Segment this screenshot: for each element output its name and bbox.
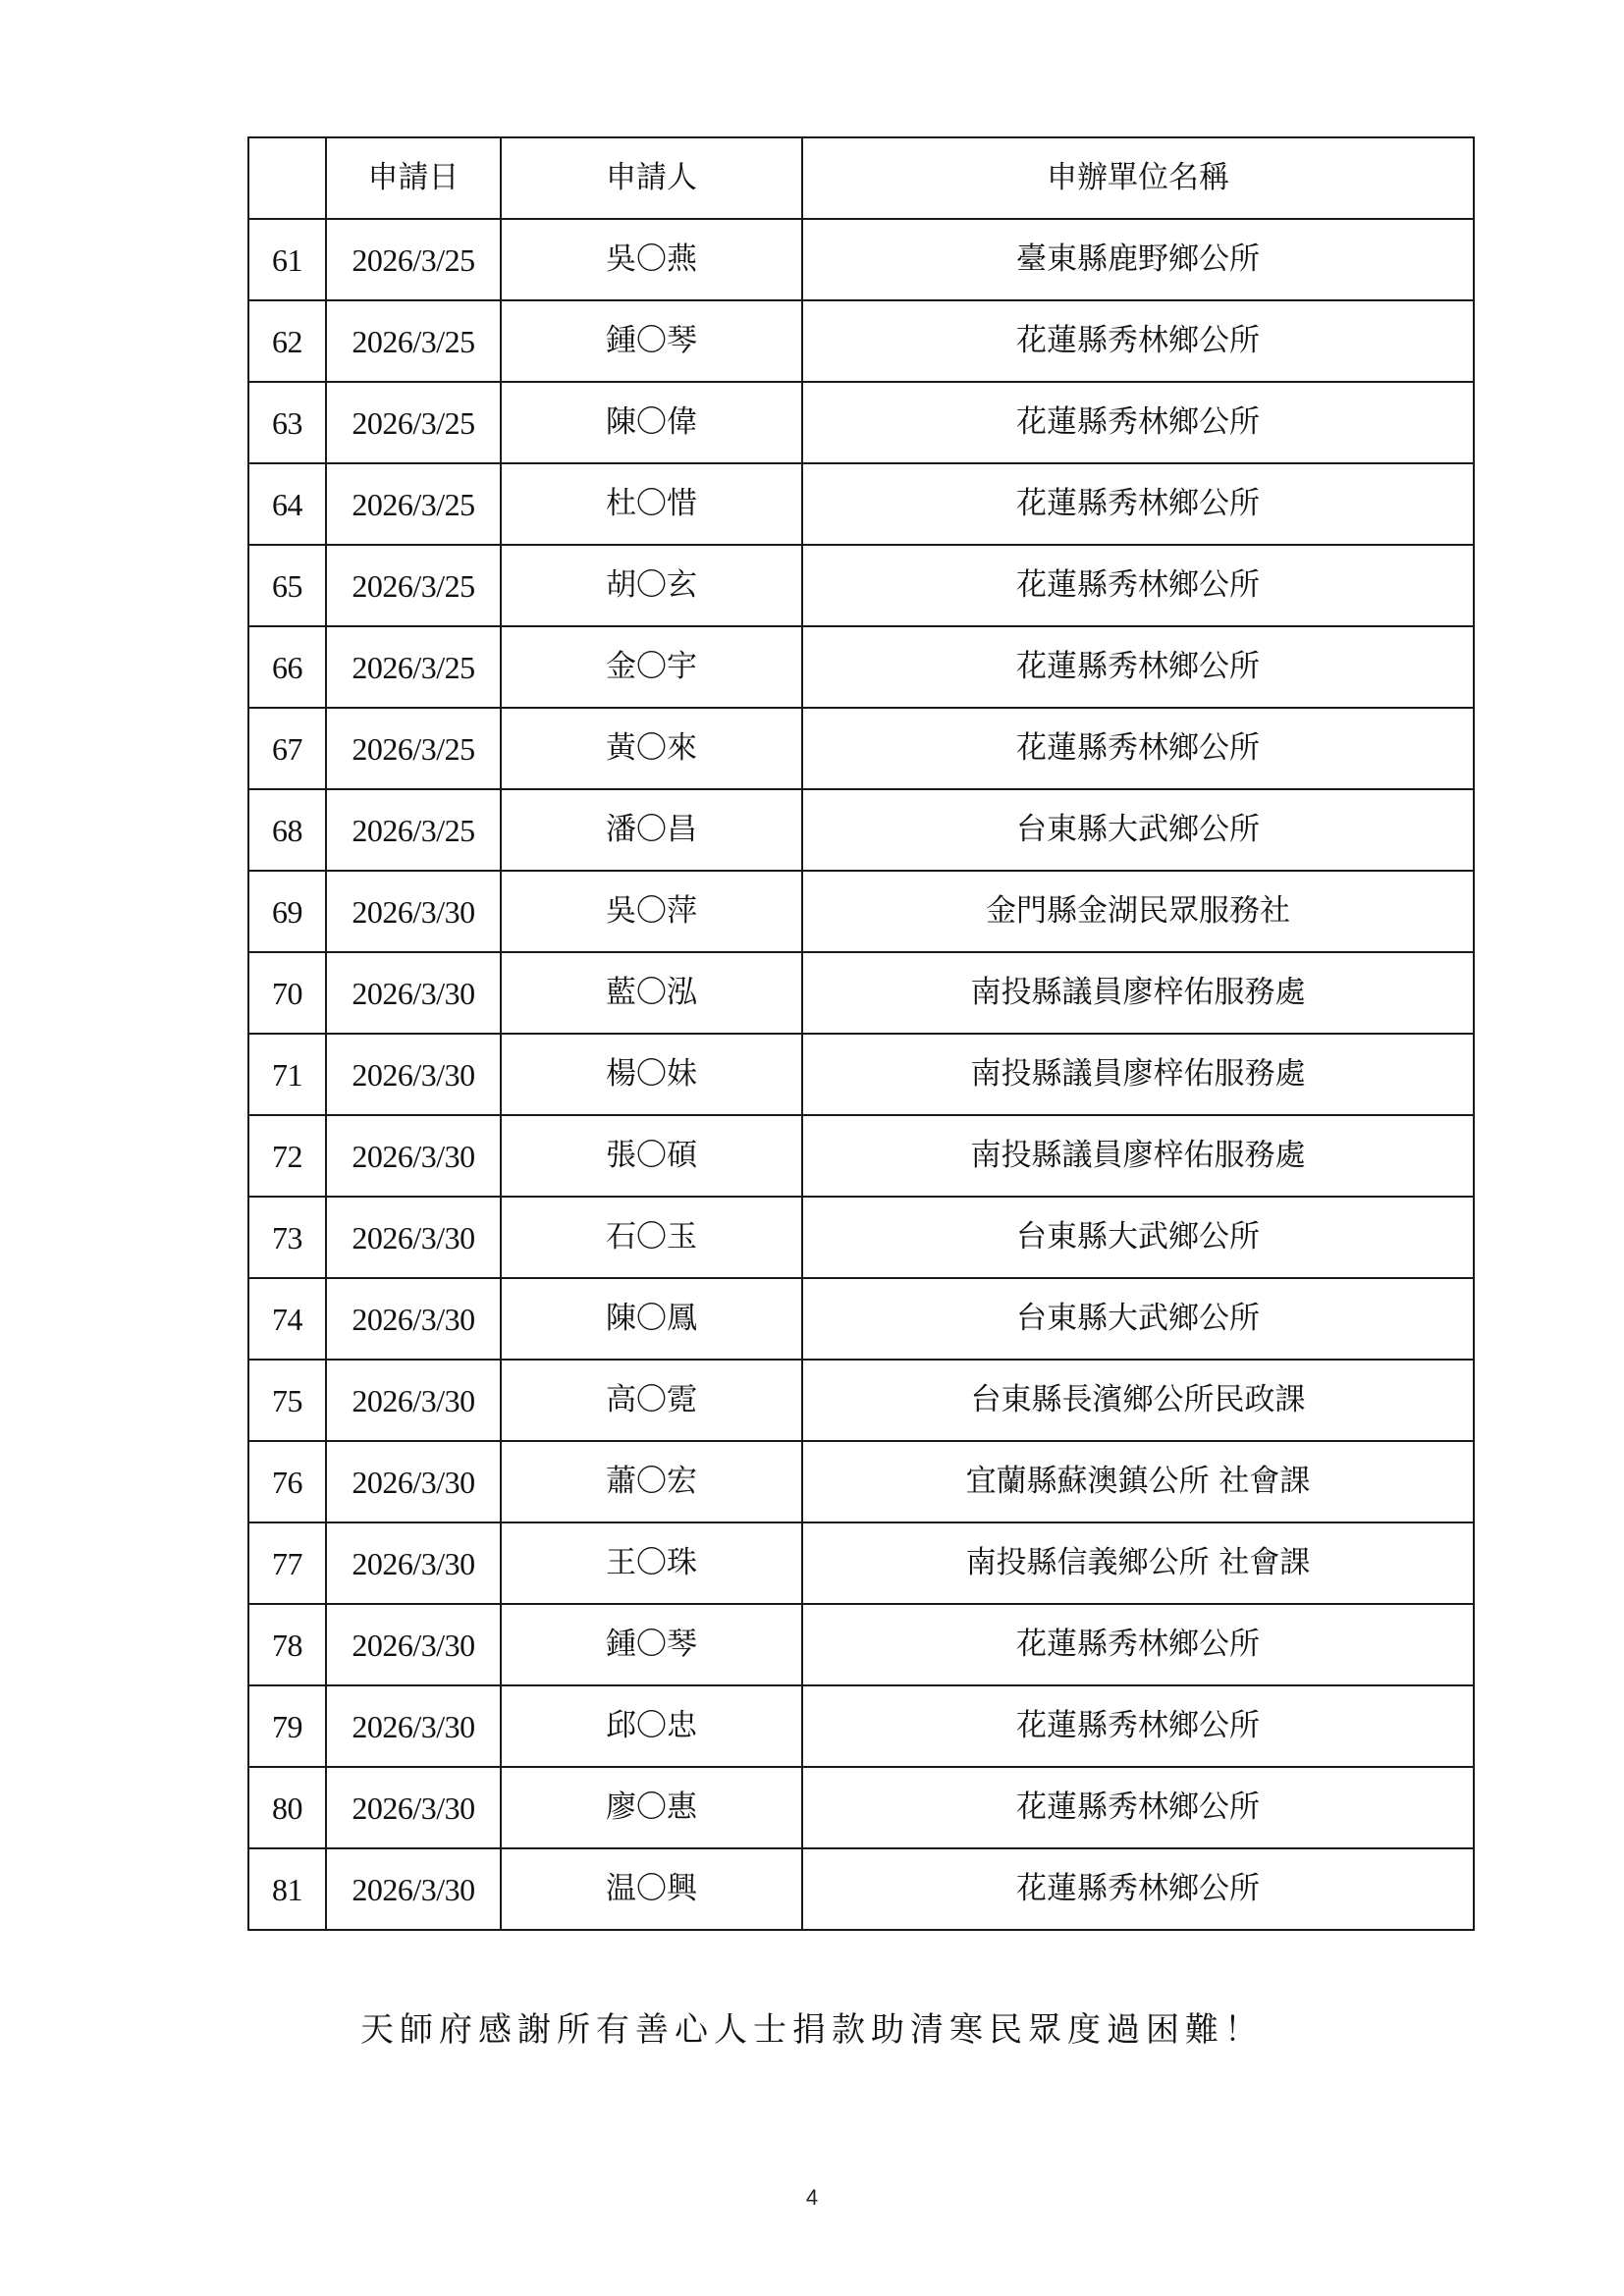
- header-application-date: 申請日: [326, 137, 501, 219]
- header-row: [248, 137, 1474, 219]
- cell-unit-name: 台東縣大武鄉公所: [802, 1197, 1474, 1278]
- cell-application-date: 2026/3/25: [326, 219, 501, 300]
- table-row: [248, 1522, 1474, 1604]
- cell-applicant: 石〇玉: [501, 1197, 802, 1278]
- cell-applicant: 金〇宇: [501, 626, 802, 708]
- cell-number: 66: [248, 626, 326, 708]
- cell-applicant: 張〇碩: [501, 1115, 802, 1197]
- cell-number: 65: [248, 545, 326, 626]
- cell-number: 72: [248, 1115, 326, 1197]
- cell-application-date: 2026/3/25: [326, 789, 501, 871]
- table-row: [248, 1197, 1474, 1278]
- cell-unit-name: 金門縣金湖民眾服務社: [802, 871, 1474, 952]
- cell-applicant: 温〇興: [501, 1848, 802, 1930]
- table-row: [248, 952, 1474, 1034]
- cell-number: 71: [248, 1034, 326, 1115]
- table-row: [248, 626, 1474, 708]
- cell-number: 76: [248, 1441, 326, 1522]
- table-row: [248, 1360, 1474, 1441]
- table-row: [248, 1115, 1474, 1197]
- table-row: [248, 1767, 1474, 1848]
- cell-unit-name: 花蓮縣秀林鄉公所: [802, 1685, 1474, 1767]
- header-unit-name: 申辦單位名稱: [802, 137, 1474, 219]
- table-row: [248, 1685, 1474, 1767]
- cell-unit-name: 台東縣大武鄉公所: [802, 1278, 1474, 1360]
- cell-unit-name: 宜蘭縣蘇澳鎮公所 社會課: [802, 1441, 1474, 1522]
- cell-application-date: 2026/3/30: [326, 1767, 501, 1848]
- table-row: [248, 463, 1474, 545]
- table-row: [248, 382, 1474, 463]
- cell-application-date: 2026/3/30: [326, 1115, 501, 1197]
- cell-applicant: 蕭〇宏: [501, 1441, 802, 1522]
- cell-application-date: 2026/3/30: [326, 1685, 501, 1767]
- table-row: [248, 708, 1474, 789]
- cell-number: 77: [248, 1522, 326, 1604]
- cell-application-date: 2026/3/25: [326, 545, 501, 626]
- cell-unit-name: 花蓮縣秀林鄉公所: [802, 1604, 1474, 1685]
- cell-applicant: 陳〇鳳: [501, 1278, 802, 1360]
- cell-number: 79: [248, 1685, 326, 1767]
- header-applicant: 申請人: [501, 137, 802, 219]
- table-row: [248, 789, 1474, 871]
- table-header: [248, 137, 1474, 219]
- cell-number: 67: [248, 708, 326, 789]
- cell-application-date: 2026/3/25: [326, 300, 501, 382]
- cell-applicant: 高〇霓: [501, 1360, 802, 1441]
- cell-applicant: 邱〇忠: [501, 1685, 802, 1767]
- cell-application-date: 2026/3/30: [326, 1604, 501, 1685]
- cell-application-date: 2026/3/30: [326, 1360, 501, 1441]
- cell-application-date: 2026/3/30: [326, 1278, 501, 1360]
- cell-application-date: 2026/3/30: [326, 871, 501, 952]
- table-row: [248, 1441, 1474, 1522]
- page-number: 4: [805, 2185, 819, 2210]
- cell-applicant: 鍾〇琴: [501, 1604, 802, 1685]
- cell-applicant: 杜〇惜: [501, 463, 802, 545]
- cell-number: 80: [248, 1767, 326, 1848]
- cell-unit-name: 花蓮縣秀林鄉公所: [802, 626, 1474, 708]
- cell-application-date: 2026/3/30: [326, 1034, 501, 1115]
- cell-applicant: 陳〇偉: [501, 382, 802, 463]
- cell-number: 75: [248, 1360, 326, 1441]
- table-row: [248, 1848, 1474, 1930]
- cell-number: 64: [248, 463, 326, 545]
- cell-unit-name: 南投縣信義鄉公所 社會課: [802, 1522, 1474, 1604]
- table-row: [248, 1278, 1474, 1360]
- cell-application-date: 2026/3/30: [326, 1522, 501, 1604]
- cell-applicant: 黃〇來: [501, 708, 802, 789]
- cell-unit-name: 南投縣議員廖梓佑服務處: [802, 1115, 1474, 1197]
- cell-unit-name: 南投縣議員廖梓佑服務處: [802, 952, 1474, 1034]
- cell-unit-name: 花蓮縣秀林鄉公所: [802, 463, 1474, 545]
- cell-applicant: 楊〇妹: [501, 1034, 802, 1115]
- cell-application-date: 2026/3/25: [326, 382, 501, 463]
- cell-number: 74: [248, 1278, 326, 1360]
- cell-unit-name: 台東縣長濱鄉公所民政課: [802, 1360, 1474, 1441]
- thanks-message: 天師府感謝所有善心人士捐款助清寒民眾度過困難！: [360, 2010, 1264, 2050]
- table-row: [248, 1604, 1474, 1685]
- cell-applicant: 藍〇泓: [501, 952, 802, 1034]
- table-body: [248, 219, 1474, 1930]
- cell-applicant: 廖〇惠: [501, 1767, 802, 1848]
- cell-number: 62: [248, 300, 326, 382]
- table-row: [248, 871, 1474, 952]
- cell-unit-name: 花蓮縣秀林鄉公所: [802, 382, 1474, 463]
- cell-number: 63: [248, 382, 326, 463]
- table-row: [248, 545, 1474, 626]
- cell-applicant: 鍾〇琴: [501, 300, 802, 382]
- cell-number: 68: [248, 789, 326, 871]
- table-row: [248, 219, 1474, 300]
- cell-applicant: 吳〇燕: [501, 219, 802, 300]
- cell-number: 69: [248, 871, 326, 952]
- cell-applicant: 潘〇昌: [501, 789, 802, 871]
- cell-unit-name: 花蓮縣秀林鄉公所: [802, 545, 1474, 626]
- cell-unit-name: 花蓮縣秀林鄉公所: [802, 1767, 1474, 1848]
- cell-unit-name: 臺東縣鹿野鄉公所: [802, 219, 1474, 300]
- cell-number: 61: [248, 219, 326, 300]
- cell-applicant: 吳〇萍: [501, 871, 802, 952]
- header-number: [248, 137, 326, 219]
- cell-unit-name: 台東縣大武鄉公所: [802, 789, 1474, 871]
- cell-application-date: 2026/3/30: [326, 1848, 501, 1930]
- cell-application-date: 2026/3/25: [326, 708, 501, 789]
- cell-unit-name: 花蓮縣秀林鄉公所: [802, 1848, 1474, 1930]
- cell-number: 70: [248, 952, 326, 1034]
- cell-unit-name: 南投縣議員廖梓佑服務處: [802, 1034, 1474, 1115]
- table-row: [248, 300, 1474, 382]
- cell-application-date: 2026/3/30: [326, 1441, 501, 1522]
- cell-number: 78: [248, 1604, 326, 1685]
- cell-application-date: 2026/3/30: [326, 952, 501, 1034]
- table-row: [248, 1034, 1474, 1115]
- cell-number: 73: [248, 1197, 326, 1278]
- cell-application-date: 2026/3/25: [326, 463, 501, 545]
- cell-unit-name: 花蓮縣秀林鄉公所: [802, 708, 1474, 789]
- cell-application-date: 2026/3/30: [326, 1197, 501, 1278]
- cell-applicant: 王〇珠: [501, 1522, 802, 1604]
- cell-application-date: 2026/3/25: [326, 626, 501, 708]
- cell-number: 81: [248, 1848, 326, 1930]
- applicant-table: [247, 136, 1475, 1931]
- cell-applicant: 胡〇玄: [501, 545, 802, 626]
- cell-unit-name: 花蓮縣秀林鄉公所: [802, 300, 1474, 382]
